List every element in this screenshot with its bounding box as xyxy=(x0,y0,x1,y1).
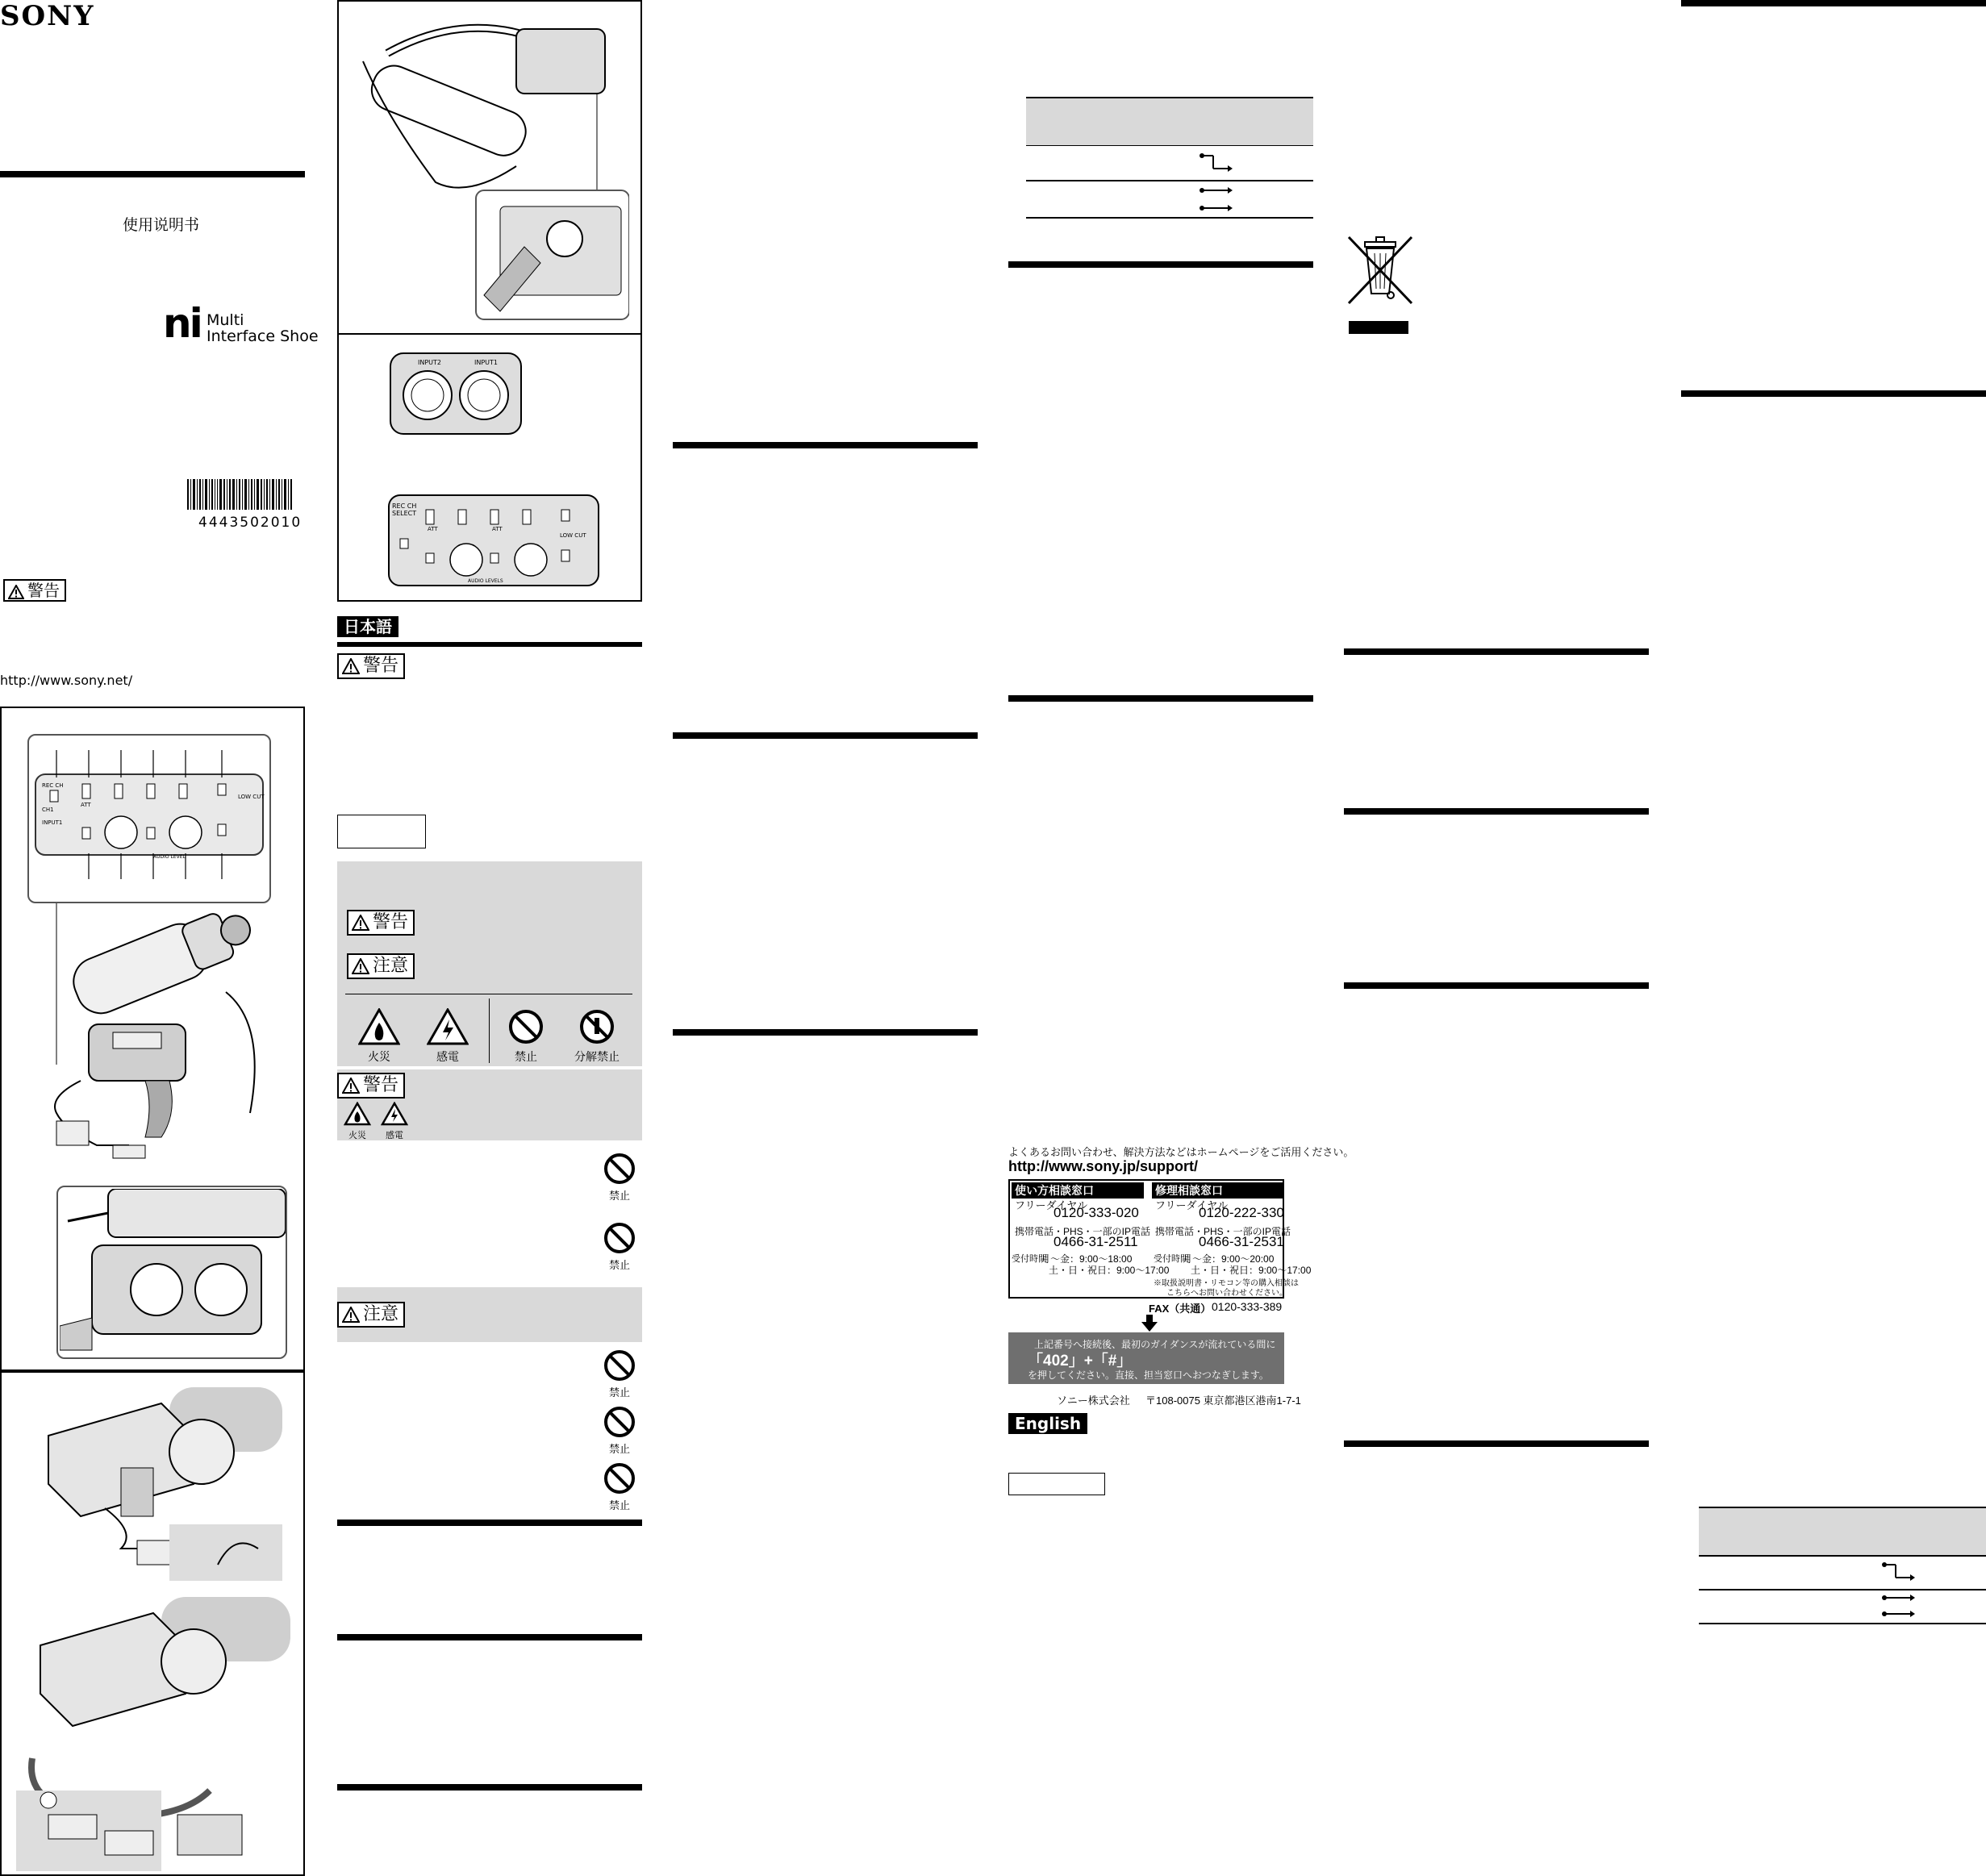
table-row xyxy=(1026,146,1313,181)
section-rule-c4-1 xyxy=(1008,261,1313,268)
jp-caution-label-1: 注意 xyxy=(347,953,415,979)
section-rule-c5-4 xyxy=(1344,1440,1649,1447)
repair-hours-1: 月～金：9:00～20:00 xyxy=(1183,1253,1275,1265)
switch-arrow-icon xyxy=(1199,152,1234,173)
svg-text:CH1: CH1 xyxy=(42,807,54,813)
electric-shock-icon xyxy=(427,1008,469,1045)
fire-symbol: 火災 xyxy=(347,1008,411,1065)
disassembly-symbol: 分解禁止 xyxy=(565,1008,629,1065)
prohibited-icon xyxy=(603,1461,636,1495)
japanese-rule xyxy=(337,642,642,647)
prohibited-icon xyxy=(603,1349,636,1382)
section-rule-c2-3 xyxy=(337,1784,642,1791)
support-url[interactable]: http://www.sony.jp/support/ xyxy=(1008,1158,1198,1174)
section-rule-c6-1 xyxy=(1681,0,1986,6)
guidance-line-3: を押してください。直接、担当窓口へおつなぎします。 xyxy=(1028,1369,1269,1381)
warning-triangle-icon xyxy=(342,1078,360,1094)
usage-mobile-number: 0466-31-2511 xyxy=(1053,1234,1138,1249)
weee-bar xyxy=(1349,321,1408,334)
sony-logo: SONY xyxy=(0,0,95,32)
fax-number: 0120-333-389 xyxy=(1212,1300,1283,1313)
connector-inset-illustration xyxy=(60,1189,286,1357)
prohibited-mark-5: 禁止 xyxy=(599,1461,640,1512)
ni-line2: Interface Shoe xyxy=(207,327,319,345)
switch-arrow-icon xyxy=(1199,185,1234,196)
svg-text:AUDIO LEVELS: AUDIO LEVELS xyxy=(468,578,503,584)
repair-hours-label: 受付時間 xyxy=(1154,1254,1189,1264)
empty-box xyxy=(337,815,426,848)
switch-arrow-icon xyxy=(1881,1592,1917,1603)
xlr-inputs-illustration xyxy=(389,352,523,436)
table-header xyxy=(1026,97,1313,145)
table-row xyxy=(1026,181,1313,219)
switch-table-2 xyxy=(1699,1507,1986,1624)
barcode-icon xyxy=(187,479,292,510)
usage-mobile-label: 携帯電話・PHS・一部のIP電話 xyxy=(1015,1226,1151,1237)
guidance-code: 「402」+「#」 xyxy=(1028,1353,1133,1369)
jp-caution-label-2: 注意 xyxy=(337,1302,405,1328)
barcode-number: 4443502010 xyxy=(198,515,302,531)
section-rule-c2-2 xyxy=(337,1634,642,1640)
guidance-line-1: 上記番号へ接続後、最初のガイダンスが流れている間に xyxy=(1034,1339,1276,1350)
weee-bin-icon xyxy=(1346,234,1415,311)
jp-warning-label-2: 警告 xyxy=(347,910,415,936)
repair-note-2: こちらへお問い合わせください。 xyxy=(1166,1289,1287,1298)
cover-rule xyxy=(0,171,305,177)
section-rule-c5-3 xyxy=(1344,982,1649,989)
ni-logo: ni xyxy=(163,300,201,347)
repair-title: 修理相談窓口 xyxy=(1152,1182,1284,1199)
svg-text:LOW CUT: LOW CUT xyxy=(238,794,265,800)
svg-text:ATT: ATT xyxy=(81,802,91,808)
prohibited-mark-1: 禁止 xyxy=(599,1152,640,1203)
panel-closeup-illustration xyxy=(387,494,600,587)
xlr-input2-text: INPUT2 xyxy=(418,359,441,366)
section-rule-c5-2 xyxy=(1344,808,1649,815)
repair-note-1: ※取扱説明書・リモコン等の購入相談は xyxy=(1154,1279,1299,1288)
lang-tag-japanese: 日本語 xyxy=(337,616,398,637)
small-shock-symbol: 感電 xyxy=(381,1102,408,1141)
symbol-vdivider xyxy=(489,998,490,1063)
switch-arrow-icon xyxy=(1199,202,1234,214)
usage-free-number: 0120-333-020 xyxy=(1053,1205,1139,1220)
electric-shock-icon xyxy=(381,1102,408,1126)
mic-attach-illustration xyxy=(355,5,629,327)
usage-hours-1: 月～金：9:00～18:00 xyxy=(1041,1253,1133,1265)
warning-triangle-icon xyxy=(352,915,369,931)
prohibited-mark-3: 禁止 xyxy=(599,1349,640,1399)
warning-triangle-icon xyxy=(342,1307,360,1323)
svg-text:AUDIO LEVEL: AUDIO LEVEL xyxy=(153,854,186,860)
section-rule-c5-1 xyxy=(1344,648,1649,655)
table-header xyxy=(1699,1507,1986,1557)
warning-triangle-icon xyxy=(8,585,24,599)
svg-text:LOW CUT: LOW CUT xyxy=(560,532,586,539)
no-disassembly-icon xyxy=(578,1008,615,1045)
repair-mobile-label: 携帯電話・PHS・一部のIP電話 xyxy=(1155,1226,1291,1237)
section-rule-c3-2 xyxy=(673,732,978,739)
prohibited-icon xyxy=(603,1152,636,1186)
repair-hours-2: 土・日・祝日：9:00～17:00 xyxy=(1191,1265,1312,1276)
barcode xyxy=(187,479,292,510)
sony-url[interactable]: http://www.sony.net/ xyxy=(0,673,133,688)
table-row xyxy=(1699,1557,1986,1590)
prohibited-icon xyxy=(507,1008,544,1045)
shock-symbol: 感電 xyxy=(415,1008,480,1065)
svg-text:ATT: ATT xyxy=(492,526,503,532)
usage-free-label: フリーダイヤル xyxy=(1015,1199,1088,1211)
prohibited-symbol: 禁止 xyxy=(494,1008,558,1065)
switch-table-1 xyxy=(1026,97,1313,219)
switch-arrow-icon xyxy=(1881,1561,1917,1582)
svg-text:ATT: ATT xyxy=(428,526,438,532)
jp-warning-label-3: 警告 xyxy=(337,1073,405,1099)
section-rule-c2-1 xyxy=(337,1520,642,1526)
mounting-illustration-1 xyxy=(40,1387,282,1581)
lang-tag-english: English xyxy=(1008,1413,1087,1434)
company-address: 〒108-0075 東京都港区港南1-7-1 xyxy=(1145,1394,1301,1407)
section-rule-c3-1 xyxy=(673,442,978,448)
cover-warning-label: 警告 xyxy=(3,579,66,602)
svg-text:SELECT: SELECT xyxy=(392,510,417,517)
prohibited-icon xyxy=(603,1221,636,1255)
switch-arrow-icon xyxy=(1881,1608,1917,1620)
prohibited-mark-2: 禁止 xyxy=(599,1221,640,1272)
section-rule-c4-2 xyxy=(1008,695,1313,702)
control-panel-illustration xyxy=(32,750,266,879)
english-empty-box xyxy=(1008,1473,1105,1495)
prohibited-mark-4: 禁止 xyxy=(599,1405,640,1456)
svg-text:INPUT1: INPUT1 xyxy=(42,819,63,826)
section-rule-c6-2 xyxy=(1681,390,1986,397)
mounting-illustration-2 xyxy=(16,1597,290,1871)
panel-rec-ch: REC CH xyxy=(42,782,64,789)
figure-c-divider xyxy=(337,333,642,335)
usage-hours-label: 受付時間 xyxy=(1012,1254,1047,1264)
warning-triangle-icon xyxy=(352,958,369,974)
section-rule-c3-3 xyxy=(673,1029,978,1036)
svg-text:INPUT1: INPUT1 xyxy=(474,359,498,366)
multi-interface-shoe-logo xyxy=(163,300,319,347)
table-row xyxy=(1699,1590,1986,1624)
ni-line1: Multi xyxy=(207,311,244,329)
support-intro: よくあるお問い合わせ、解決方法などはホームページをご活用ください。 xyxy=(1008,1146,1354,1158)
jp-warning-label-1: 警告 xyxy=(337,653,405,679)
usage-hours-2: 土・日・祝日：9:00～17:00 xyxy=(1049,1265,1170,1276)
repair-free-number: 0120-222-330 xyxy=(1199,1205,1284,1220)
microphone-illustration xyxy=(32,903,274,1161)
fire-icon xyxy=(344,1102,371,1126)
fax-label: FAX（共通） xyxy=(1149,1303,1212,1315)
manual-label: 使用说明书 xyxy=(123,216,200,234)
company-name: ソニー株式会社 xyxy=(1057,1394,1130,1407)
warning-triangle-icon xyxy=(342,658,360,674)
repair-free-label: フリーダイヤル xyxy=(1155,1199,1229,1211)
prohibited-icon xyxy=(603,1405,636,1439)
small-fire-symbol: 火災 xyxy=(344,1102,371,1141)
usage-title: 使い方相談窓口 xyxy=(1012,1182,1144,1199)
svg-text:REC CH: REC CH xyxy=(392,502,417,510)
repair-mobile-number: 0466-31-2531 xyxy=(1199,1234,1284,1249)
fire-icon xyxy=(358,1008,400,1045)
